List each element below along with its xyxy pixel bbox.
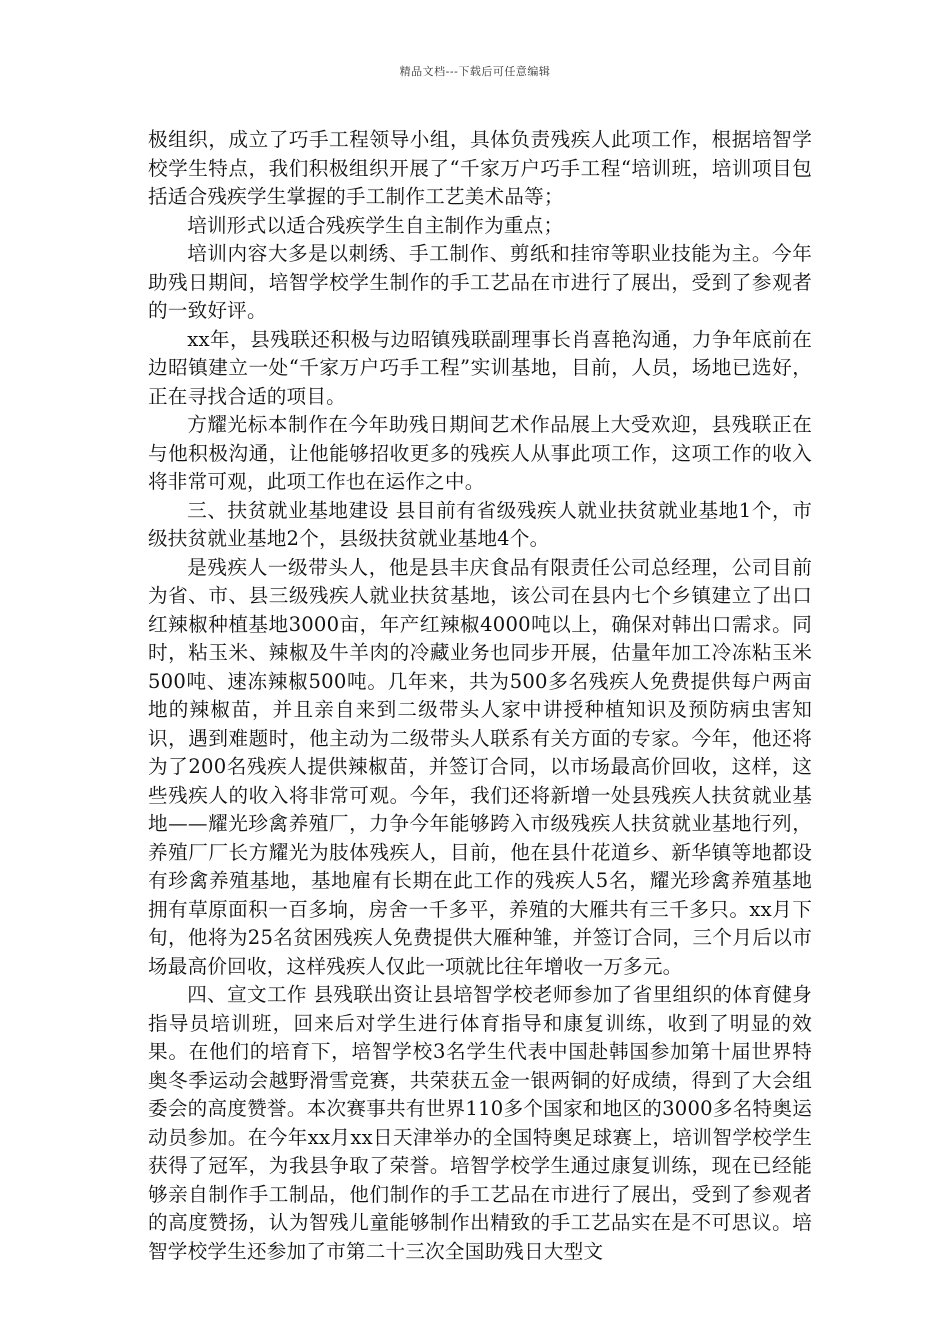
paragraph-3: 培训内容大多是以刺绣、手工制作、剪纸和挂帘等职业技能为主。今年助残日期间，培智学校学生制作的手工艺品在市进行了展出，受到了参观者的一致好评。 <box>148 242 812 322</box>
paragraph-5: 方耀光标本制作在今年助残日期间艺术作品展上大受欢迎，县残联正在与他积极沟通，让他能够招收更多的残疾人从事此项工作，这项工作的收入将非常可观，此项工作也在运作之中。 <box>148 413 812 493</box>
page-header: 精品文档---下载后可任意编辑 <box>399 65 551 78</box>
paragraph-1: 极组织，成立了巧手工程领导小组，具体负责残疾人此项工作，根据培智学校学生特点，我们积极组织开展了“千家万户巧手工程“培训班，培训项目包括适合残疾学生掌握的手工制作工艺美术品等； <box>148 128 812 208</box>
paragraph-2: 培训形式以适合残疾学生自主制作为重点； <box>187 213 564 237</box>
document-body <box>148 126 812 1266</box>
paragraph-8: 四、宣文工作 县残联出资让县培智学校老师参加了省里组织的体育健身指导员培训班，回来后对学生进行体育指导和康复训练，收到了明显的效果。在他们的培育下，培智学校3名学生代表中国赴韩国参加第十届世界特奥冬季运动会越野滑雪竞赛，共荣获五金一银两铜的好成绩，得到了大会组委会的高度赞誉。本次赛事共有世界110多个国家和地区的3000多名特奥运动员参加。在今年xx月xx日天津举办的全国特奥足球赛上，培训智学校学生获得了冠军，为我县争取了荣誉。培智学校学生通过康复训练，现在已经能够亲自制作手工制品，他们制作的手工艺品在市进行了展出，受到了参观者的高度赞扬，认为智残儿童能够制作出精致的手工艺品实在是不可思议。培智学校学生还参加了市第二十三次全国助残日大型文 <box>148 983 812 1263</box>
paragraph-6: 三、扶贫就业基地建设 县目前有省级残疾人就业扶贫就业基地1个，市级扶贫就业基地2个，县级扶贫就业基地4个。 <box>148 498 812 550</box>
paragraph-7: 是残疾人一级带头人，他是县丰庆食品有限责任公司总经理，公司目前为省、市、县三级残疾人就业扶贫基地，该公司在县内七个乡镇建立了出口红辣椒种植基地3000亩，年产红辣椒4000吨以上，确保对韩出口需求。同时，粘玉米、辣椒及牛羊肉的冷藏业务也同步开展，估量年加工冷冻粘玉米500吨、速冻辣椒500吨。几年来，共为500多名残疾人免费提供每户两亩地的辣椒苗，并且亲自来到二级带头人家中讲授种植知识及预防病虫害知识，遇到难题时，他主动为二级带头人联系有关方面的专家。今年，他还将为了200名残疾人提供辣椒苗，并签订合同，以市场最高价回收，这样，这些残疾人的收入将非常可观。今年，我们还将新增一处县残疾人扶贫就业基地——耀光珍禽养殖厂，力争今年能够跨入市级残疾人扶贫就业基地行列，养殖厂厂长方耀光为肢体残疾人，目前，他在县什花道乡、新华镇等地都设有珍禽养殖基地，基地雇有长期在此工作的残疾人5名，耀光珍禽养殖基地拥有草原面积一百多垧，房舍一千多平，养殖的大雁共有三千多只。xx月下旬，他将为25名贫困残疾人免费提供大雁种雏，并签订合同，三个月后以市场最高价回收，这样残疾人仅此一项就比往年增收一万多元。 <box>148 555 812 978</box>
paragraph-4: xx年，县残联还积极与边昭镇残联副理事长肖喜艳沟通，力争年底前在边昭镇建立一处“千家万户巧手工程”实训基地，目前，人员，场地已选好，正在寻找合适的项目。 <box>148 327 812 408</box>
